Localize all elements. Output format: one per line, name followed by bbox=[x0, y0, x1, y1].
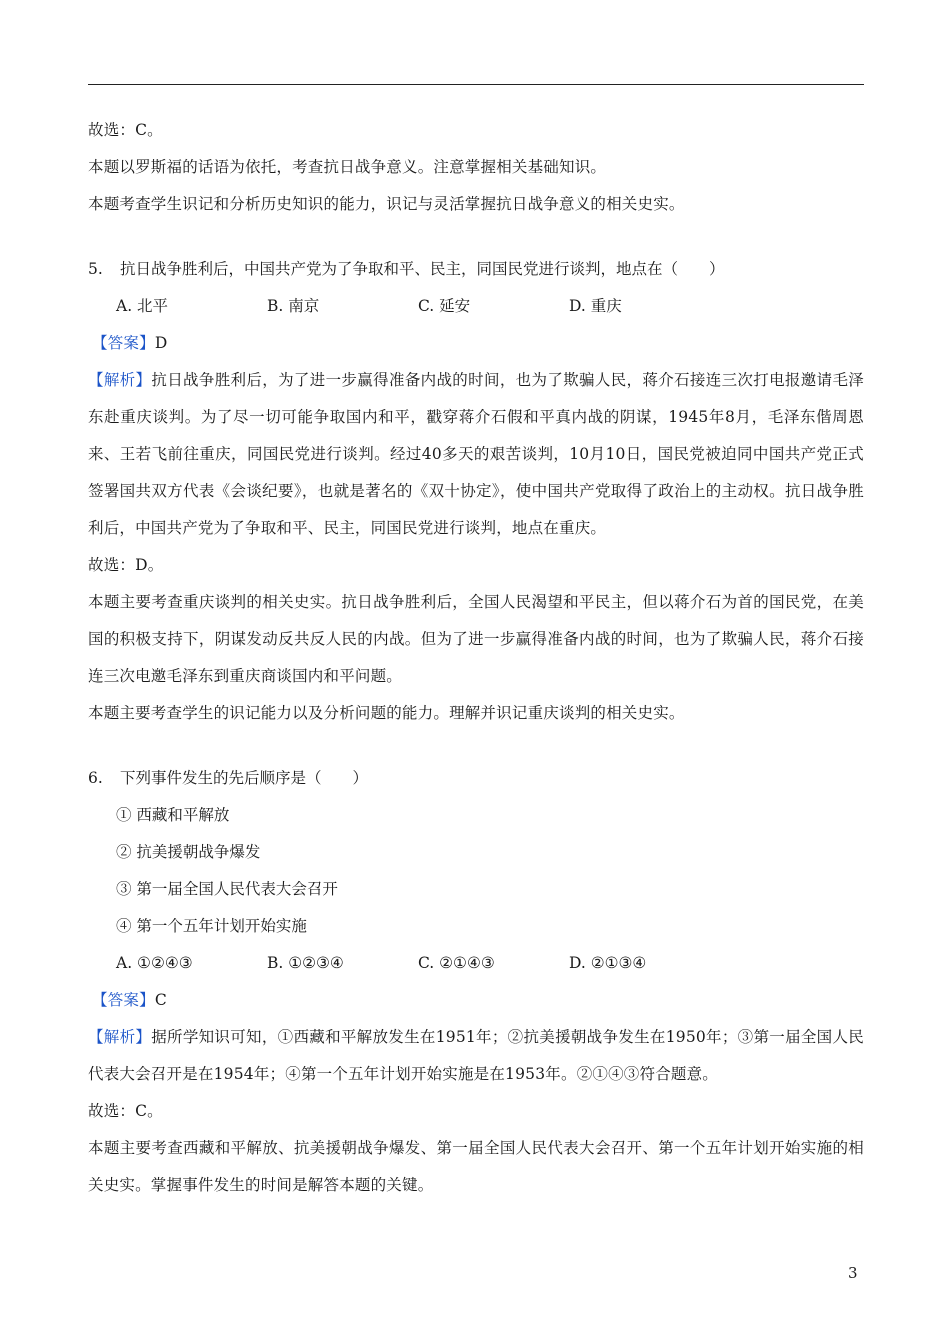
q6-analysis-para bbox=[88, 1019, 864, 1093]
question-6 bbox=[88, 760, 864, 1204]
q6-event-2: ② 抗美援朝战争爆发 bbox=[116, 843, 261, 861]
q6-event-list bbox=[88, 797, 864, 945]
q6-number: 6. bbox=[88, 769, 103, 787]
q5-choice: 故选：D。 bbox=[88, 556, 164, 574]
q5-comment-1: 本题主要考查重庆谈判的相关史实。抗日战争胜利后，全国人民渴望和平民主，但以蒋介石为首的国民党，在美国的积极支持下，阴谋发动反共反人民的内战。但为了进一步赢得准备内战的时间，也为了欺骗人民，蒋介石接连三次电邀毛泽东到重庆商谈国内和平问题。 bbox=[88, 593, 864, 685]
q5-comment-2: 本题主要考查学生的识记能力以及分析问题的能力。理解并识记重庆谈判的相关史实。 bbox=[88, 704, 685, 722]
q5-answer: D bbox=[154, 334, 168, 352]
top-comment-1: 本题以罗斯福的话语为依托，考查抗日战争意义。注意掌握相关基础知识。 bbox=[88, 158, 607, 176]
page-number: 3 bbox=[848, 1264, 858, 1282]
q5-analysis-para bbox=[88, 362, 864, 547]
q5-option-d: D. 重庆 bbox=[569, 297, 622, 315]
q6-option-d: D. ②①③④ bbox=[569, 954, 647, 972]
document-body bbox=[88, 112, 864, 1204]
q5-analysis-tag: 【解析】 bbox=[88, 371, 152, 389]
q6-stem-line bbox=[88, 760, 864, 797]
q6-choice: 故选：C。 bbox=[88, 1102, 163, 1120]
q5-answer-line bbox=[88, 325, 864, 362]
q5-option-c: C. 延安 bbox=[418, 297, 471, 315]
q5-stem-line bbox=[88, 251, 864, 288]
q6-event-3: ③ 第一届全国人民代表大会召开 bbox=[116, 880, 338, 898]
q6-option-b: B. ①②③④ bbox=[267, 954, 344, 972]
q5-options bbox=[88, 288, 864, 325]
top-comment-2: 本题考查学生识记和分析历史知识的能力，识记与灵活掌握抗日战争意义的相关史实。 bbox=[88, 195, 685, 213]
q5-option-a: A. 北平 bbox=[116, 297, 169, 315]
q6-event-1: ① 西藏和平解放 bbox=[116, 806, 230, 824]
q6-stem: 下列事件发生的先后顺序是（ ） bbox=[120, 769, 369, 787]
q6-event-4: ④ 第一个五年计划开始实施 bbox=[116, 917, 307, 935]
q6-options bbox=[88, 945, 864, 982]
q5-stem: 抗日战争胜利后，中国共产党为了争取和平、民主，同国民党进行谈判，地点在（ ） bbox=[120, 260, 725, 278]
q5-answer-tag: 【答案】 bbox=[92, 334, 155, 352]
q6-comment-1: 本题主要考查西藏和平解放、抗美援朝战争爆发、第一届全国人民代表大会召开、第一个五年计划开始实施的相关史实。掌握事件发生的时间是解答本题的关键。 bbox=[88, 1139, 864, 1194]
q6-answer-tag: 【答案】 bbox=[92, 991, 155, 1009]
q5-analysis: 抗日战争胜利后，为了进一步赢得准备内战的时间，也为了欺骗人民，蒋介石接连三次打电报邀请毛泽东赴重庆谈判。为了尽一切可能争取国内和平，戳穿蒋介石假和平真内战的阴谋，1945年8月，毛泽东偕周恩来、王若飞前往重庆，同国民党进行谈判。经过40多天的艰苦谈判，10月10日，国民党被迫同中国共产党正式签署国共双方代表《会谈纪要》，也就是著名的《双十协定》，使中国共产党取得了政治上的主动权。抗日战争胜利后，中国共产党为了争取和平、民主，同国民党进行谈判，地点在重庆。 bbox=[88, 371, 864, 537]
q5-number: 5. bbox=[88, 260, 103, 278]
q6-answer: C bbox=[154, 991, 167, 1009]
question-5 bbox=[88, 251, 864, 732]
header-rule bbox=[88, 84, 864, 85]
q6-option-a: A. ①②④③ bbox=[116, 954, 193, 972]
q6-analysis-tag: 【解析】 bbox=[88, 1028, 152, 1046]
q5-option-b: B. 南京 bbox=[267, 297, 320, 315]
top-choice-line: 故选：C。 bbox=[88, 121, 163, 139]
q6-answer-line bbox=[88, 982, 864, 1019]
q6-option-c: C. ②①④③ bbox=[418, 954, 495, 972]
q6-analysis: 据所学知识可知，①西藏和平解放发生在1951年；②抗美援朝战争发生在1950年；③第一届全国人民代表大会召开是在1954年；④第一个五年计划开始实施是在1953年。②①④③符合题意。 bbox=[88, 1028, 864, 1083]
